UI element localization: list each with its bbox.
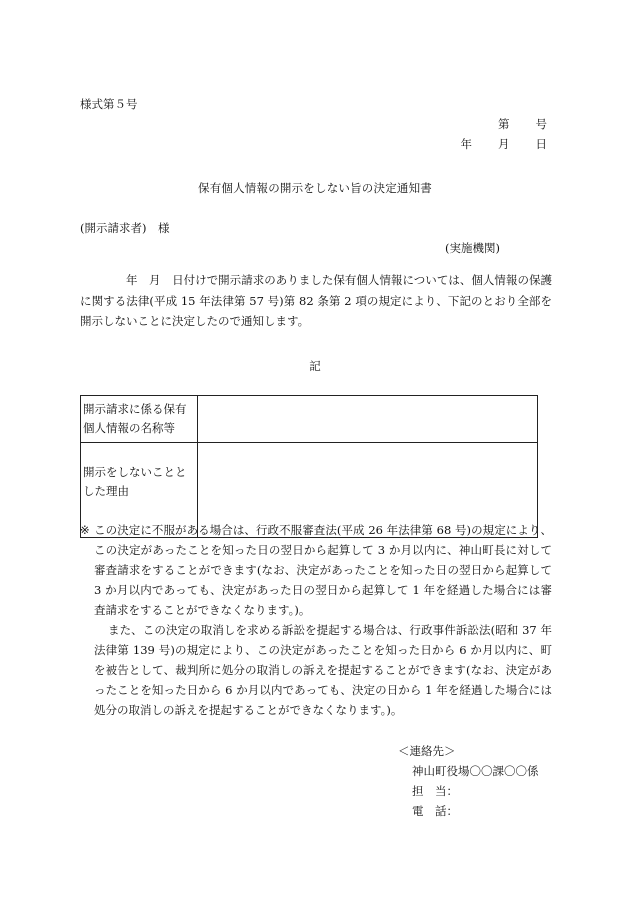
- notes: [80, 520, 552, 720]
- note-appeal: [80, 520, 552, 620]
- ki-heading: 記: [309, 359, 321, 373]
- date-year: 年: [460, 137, 472, 151]
- contact-office: 神山町役場〇〇課〇〇係: [412, 764, 539, 778]
- document-number: [498, 116, 547, 132]
- note-appeal-text: この決定に不服がある場合は、行政不服審査法(平成 26 年法律第 68 号)の規定により、この決定があったことを知った日の翌日から起算して 3 か月以内に、神山町長に対して審査請求をすることができます(なお、決定があったことを知った日の翌日から起算して 3 か月以内であっても、決定があった日の翌日から起算して 1 年を経過した場合には審査請求をすることができなくなります。)。: [94, 523, 552, 617]
- contact-phone: 電 話：: [412, 804, 458, 818]
- date-month: 月: [498, 137, 510, 151]
- note-lawsuit: また、この決定の取消しを求める訴訟を提起する場合は、行政事件訴訟法(昭和 37 年法律第 139 号)の規定により、この決定があったことを知った日から 6 か月以内に、町を被告として、裁判所に処分の取消しの訴えを提起することができます(なお、決定があったことを知った日から 6 か月以内であっても、決定の日から 1 年を経過した場合には処分の取消しの訴えを提起することができなくなります。)。: [94, 623, 552, 717]
- document-number-prefix: 第: [498, 117, 510, 131]
- contact-person: 担 当：: [412, 784, 458, 798]
- record-table: [80, 395, 538, 538]
- table-row: [81, 396, 538, 443]
- contact-block: [398, 741, 539, 821]
- document-number-suffix: 号: [535, 117, 547, 131]
- table-value-cell: [198, 396, 538, 443]
- document-date: [461, 136, 548, 152]
- note-mark: ※: [80, 523, 90, 537]
- body-text: 年 月 日付けで開示請求のありました保有個人情報については、個人情報の保護に関する法律(平成 15 年法律第 57 号)第 82 条第 2 項の規定により、下記のとおり全部を開示しないことに決定したので通知します。: [80, 273, 552, 328]
- form-number: 様式第５号: [80, 97, 138, 111]
- addressee: (開示請求者) 様: [80, 221, 170, 235]
- document-title: 保有個人情報の開示をしない旨の決定通知書: [198, 181, 432, 195]
- table-label-cell: 開示をしないこととした理由: [81, 443, 198, 538]
- issuing-agency: (実施機関): [445, 241, 500, 255]
- table-label-cell: 開示請求に係る保有個人情報の名称等: [81, 396, 198, 443]
- date-day: 日: [535, 137, 547, 151]
- contact-title: ＜連絡先＞: [398, 744, 456, 758]
